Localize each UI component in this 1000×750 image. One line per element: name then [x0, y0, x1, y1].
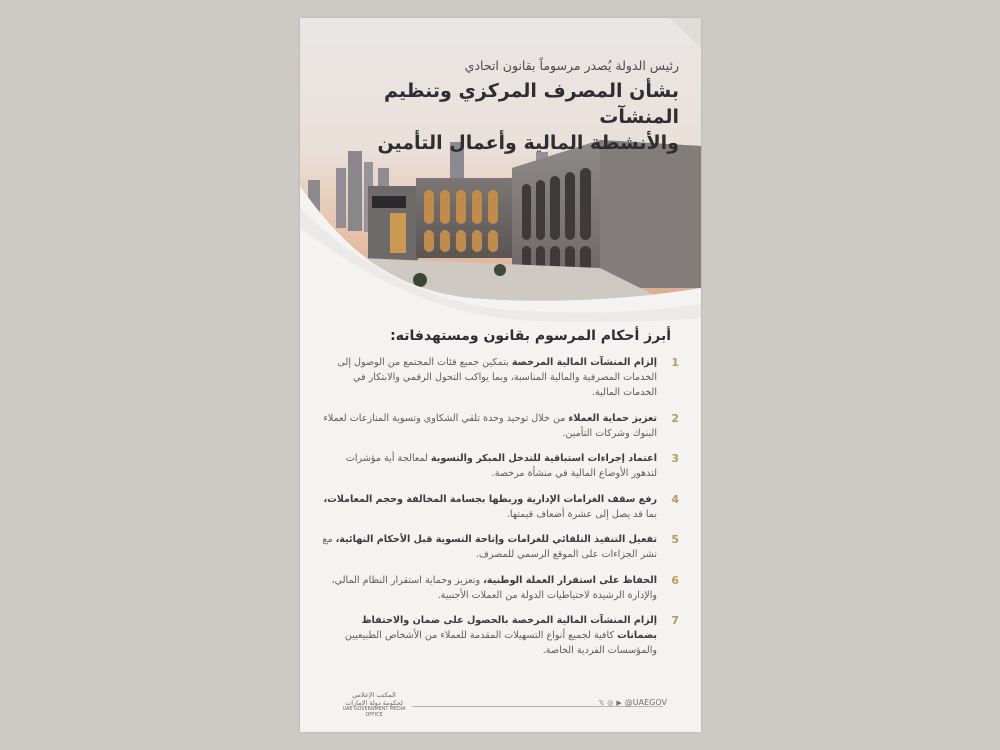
x-icon[interactable]: 𝕏 — [598, 698, 605, 707]
list-item — [319, 451, 679, 481]
provisions-list — [319, 355, 679, 669]
list-item — [319, 573, 679, 603]
list-item — [319, 355, 679, 400]
item-number: 3 — [671, 452, 679, 465]
item-lead: تفعيل التنفيذ التلقائي للغرامات وإتاحة التسوية قبل الأحكام النهائية، — [335, 534, 657, 545]
handle-text: @UAEGOV — [624, 698, 667, 707]
headline-subtitle: رئيس الدولة يُصدر مرسوماً بقانون اتحادي — [464, 58, 679, 73]
logo-line-2: لحكومة دولة الإمارات — [345, 699, 403, 707]
media-office-logo — [334, 691, 414, 719]
headline-title-line-1: بشأن المصرف المركزي وتنظيم المنشآت — [383, 80, 679, 128]
list-item — [319, 492, 679, 522]
item-text: بتمكين جميع فئات المجتمع من الوصول إلى الخدمات المصرفية والمالية المناسبة، وبما يواكب التحول الرقمي والابتكار في الخدمات المالية. — [337, 357, 657, 398]
section-heading: أبرز أحكام المرسوم بقانون ومستهدفاته: — [390, 328, 671, 344]
item-number: 6 — [671, 573, 679, 587]
item-number: 4 — [671, 492, 679, 506]
item-number: 2 — [671, 411, 679, 425]
logo-line-3: UAE GOVERNMENT MEDIA OFFICE — [342, 707, 406, 718]
list-item — [319, 532, 679, 562]
item-text: من خلال توحيد وحدة تلقي الشكاوى وتسوية المنازعات لعملاء البنوك وشركات التأمين. — [323, 412, 657, 439]
item-lead: الحفاظ على استقرار العملة الوطنية، — [483, 574, 657, 586]
item-number: 7 — [671, 614, 679, 627]
logo-line-1: المكتب الإعلامي — [352, 691, 396, 699]
item-text: بما قد يصل إلى عشرة أضعاف قيمتها. — [506, 508, 657, 520]
item-lead: تعزيز حماية العملاء — [568, 412, 657, 424]
item-number: 5 — [671, 533, 679, 546]
headline-title-line-2: والأنشطة المالية وأعمال التأمين — [377, 132, 679, 154]
news-card — [300, 18, 701, 732]
instagram-icon[interactable]: ◎ — [607, 698, 614, 707]
item-text: وتعزيز وحماية استقرار النظام المالي، والإدارة الرشيدة لاحتياطيات الدولة من العملات الأجنبية. — [331, 574, 657, 601]
item-lead: رفع سقف الغرامات الإدارية وربطها بجسامة المخالفة وحجم المعاملات، — [323, 493, 657, 505]
item-text: كافية لجميع أنواع التسهيلات المقدمة للعملاء من الأشخاص الطبيعيين والمؤسسات الفردية الخاصة. — [344, 630, 657, 656]
item-text: مع نشر الجزاءات على الموقع الرسمي للمصرف. — [322, 534, 657, 560]
social-handle[interactable] — [599, 698, 667, 707]
headline-title — [309, 78, 679, 156]
item-lead: اعتماد إجراءات استباقية للتدخل المبكر والتسوية — [430, 453, 657, 464]
item-number: 1 — [671, 356, 679, 369]
item-lead: إلزام المنشآت المالية المرخصة — [511, 357, 657, 368]
list-item — [319, 613, 679, 658]
item-lead: إلزام المنشآت المالية المرخصة بالحصول على ضمان والاحتفاظ بضمانات — [361, 615, 657, 641]
list-item — [319, 411, 679, 441]
item-text: لمعالجة أية مؤشرات لتدهور الأوضاع المالية في منشأة مرخصة. — [345, 453, 657, 479]
youtube-icon[interactable]: ▶ — [616, 698, 622, 707]
